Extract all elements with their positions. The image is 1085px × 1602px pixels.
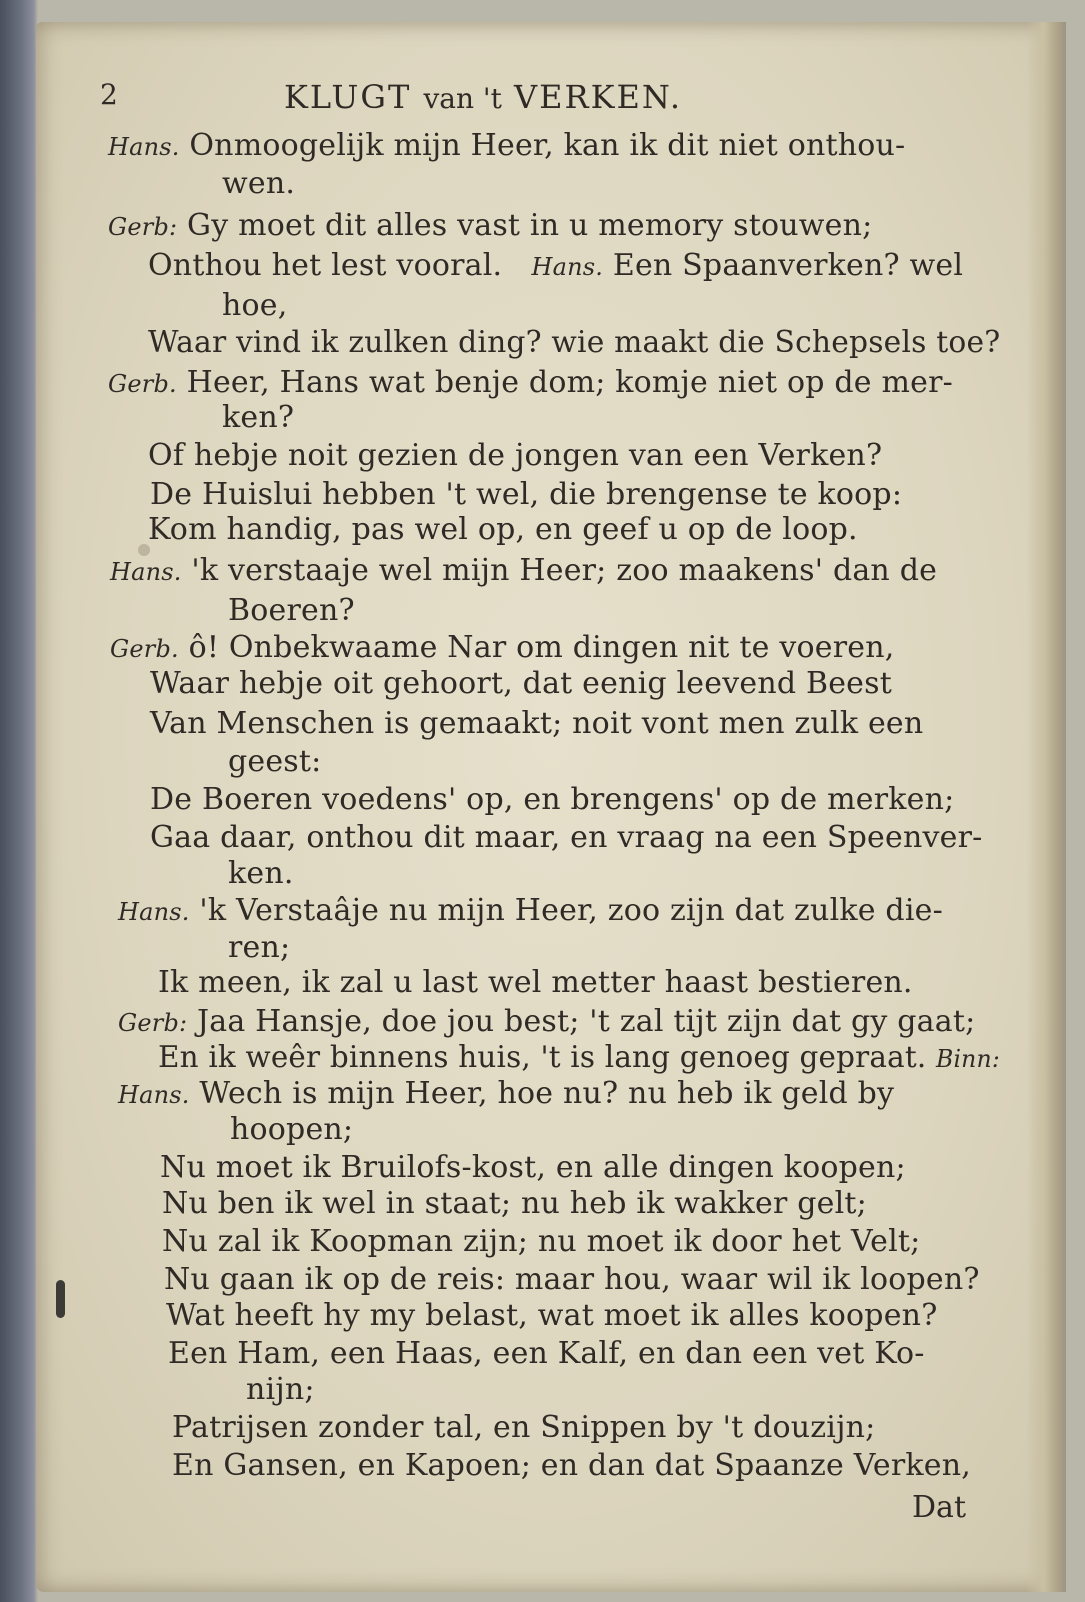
verse-line	[148, 512, 858, 547]
speaker-label: Gerb.	[110, 635, 179, 663]
verse-line	[150, 666, 892, 701]
verse-line	[148, 438, 882, 473]
speaker-label: Hans.	[531, 253, 604, 281]
verse-line	[160, 1150, 906, 1185]
line-text: ô! Onbekwaame Nar om dingen nit te voeren,	[188, 630, 895, 665]
speaker-label: Hans.	[118, 898, 190, 926]
line-text: wen.	[222, 166, 296, 201]
line-text: Van Menschen is gemaakt; noit vont men zulk een	[150, 706, 924, 741]
verse-line	[230, 1112, 353, 1147]
verse-line	[150, 477, 902, 512]
line-text: Boeren?	[228, 593, 355, 628]
verse-line	[246, 1372, 315, 1407]
line-text: nijn;	[246, 1372, 315, 1407]
verse-line	[148, 248, 963, 283]
running-title-mid: van 't	[423, 82, 502, 115]
line-text: geest:	[228, 744, 322, 779]
line-text: Wech is mijn Heer, hoe nu? nu heb ik geld by	[199, 1076, 895, 1111]
verse-line	[166, 1298, 937, 1333]
verse-line	[148, 325, 1000, 360]
line-text: Onmoogelijk mijn Heer, kan ik dit niet onthou-	[189, 128, 906, 163]
line-text: Heer, Hans wat benje dom; komje niet op de mer-	[186, 365, 953, 400]
verse-line	[158, 965, 913, 1000]
line-text: ken.	[228, 856, 294, 891]
verse-line	[110, 553, 937, 588]
line-text: Gaa daar, onthou dit maar, en vraag na een Speenver-	[150, 820, 983, 855]
verse-line	[118, 893, 943, 928]
verse-line	[222, 400, 294, 435]
binding-hole	[56, 1280, 65, 1318]
line-text: 'k verstaaje wel mijn Heer; zoo maakens' dan de	[191, 553, 938, 588]
verse-line	[222, 288, 287, 323]
verse-line	[228, 744, 321, 779]
line-text: Nu moet ik Bruilofs-kost, en alle dingen koopen;	[160, 1150, 906, 1185]
line-text: Ik meen, ik zal u last wel metter haast bestieren.	[158, 965, 913, 1000]
verse-line	[150, 820, 982, 855]
line-text: En ik weêr binnens huis, 't is lang genoeg gepraat.	[158, 1040, 927, 1075]
catchword: Dat	[912, 1490, 966, 1525]
verse-line	[168, 1336, 925, 1371]
line-text: Een Ham, een Haas, een Kalf, en dan een vet Ko-	[168, 1336, 925, 1371]
verse-line	[164, 1262, 980, 1297]
verse-line	[108, 128, 905, 163]
line-text: Jaa Hansje, doe jou best; 't zal tijt zijn dat gy gaat;	[197, 1004, 976, 1039]
verse-line	[150, 782, 954, 817]
verse-line	[162, 1186, 867, 1221]
verse-line	[110, 630, 894, 665]
verse-line	[228, 930, 290, 965]
line-text: Patrijsen zonder tal, en Snippen by 't douzijn;	[172, 1410, 876, 1445]
line-text: 'k Verstaâje nu mijn Heer, zoo zijn dat zulke die-	[199, 893, 943, 928]
speaker-label: Gerb.	[108, 370, 177, 398]
line-text: De Huislui hebben 't wel, die brengense te koop:	[150, 477, 903, 512]
verse-line	[108, 365, 953, 400]
page-gutter-shadow	[1026, 22, 1066, 1592]
stage-direction: Binn:	[935, 1045, 1000, 1073]
line-text: Nu gaan ik op de reis: maar hou, waar wil ik loopen?	[164, 1262, 980, 1297]
speaker-label: Hans.	[110, 558, 182, 586]
line-text: En Gansen, en Kapoen; en dan dat Spaanze Verken,	[172, 1448, 971, 1483]
line-text: Kom handig, pas wel op, en geef u op de loop.	[148, 512, 858, 547]
line-text: Waar vind ik zulken ding? wie maakt die Schepsels toe?	[148, 325, 1001, 360]
verse-line	[172, 1410, 875, 1445]
speaker-label: Gerb:	[108, 213, 178, 241]
line-text: hoe,	[222, 288, 288, 323]
line-text: Wat heeft hy my belast, wat moet ik alles koopen?	[166, 1298, 938, 1333]
verse-line	[150, 706, 923, 741]
page-number: 2	[100, 78, 118, 111]
running-title	[284, 78, 682, 116]
line-text: Een Spaanverken? wel	[612, 248, 964, 283]
verse-line	[172, 1448, 971, 1483]
verse-line	[108, 208, 872, 243]
verse-line	[162, 1224, 920, 1259]
speaker-label: Hans.	[118, 1081, 190, 1109]
verse-line	[158, 1040, 1000, 1075]
line-text: Nu zal ik Koopman zijn; nu moet ik door het Velt;	[162, 1224, 921, 1259]
line-text: Waar hebje oit gehoort, dat eenig leevend Beest	[150, 666, 892, 701]
line-text: De Boeren voedens' op, en brengens' op de merken;	[150, 782, 955, 817]
line-text: Of hebje noit gezien de jongen van een Verken?	[148, 438, 883, 473]
line-text: ken?	[222, 400, 295, 435]
verse-line	[118, 1004, 975, 1039]
line-text: ren;	[228, 930, 291, 965]
speaker-label: Gerb:	[118, 1009, 188, 1037]
running-title-start: KLUGT	[284, 78, 412, 116]
running-title-end: VERKEN.	[514, 78, 682, 116]
line-text: Gy moet dit alles vast in u memory stouwen;	[187, 208, 873, 243]
verse-line	[118, 1076, 894, 1111]
verse-line	[228, 856, 294, 891]
verse-line	[228, 593, 355, 628]
verse-line	[222, 166, 295, 201]
line-text: Nu ben ik wel in staat; nu heb ik wakker gelt;	[162, 1186, 867, 1221]
line-text: hoopen;	[230, 1112, 354, 1147]
line-text: Onthou het lest vooral.	[148, 248, 503, 283]
speaker-label: Hans.	[108, 133, 180, 161]
